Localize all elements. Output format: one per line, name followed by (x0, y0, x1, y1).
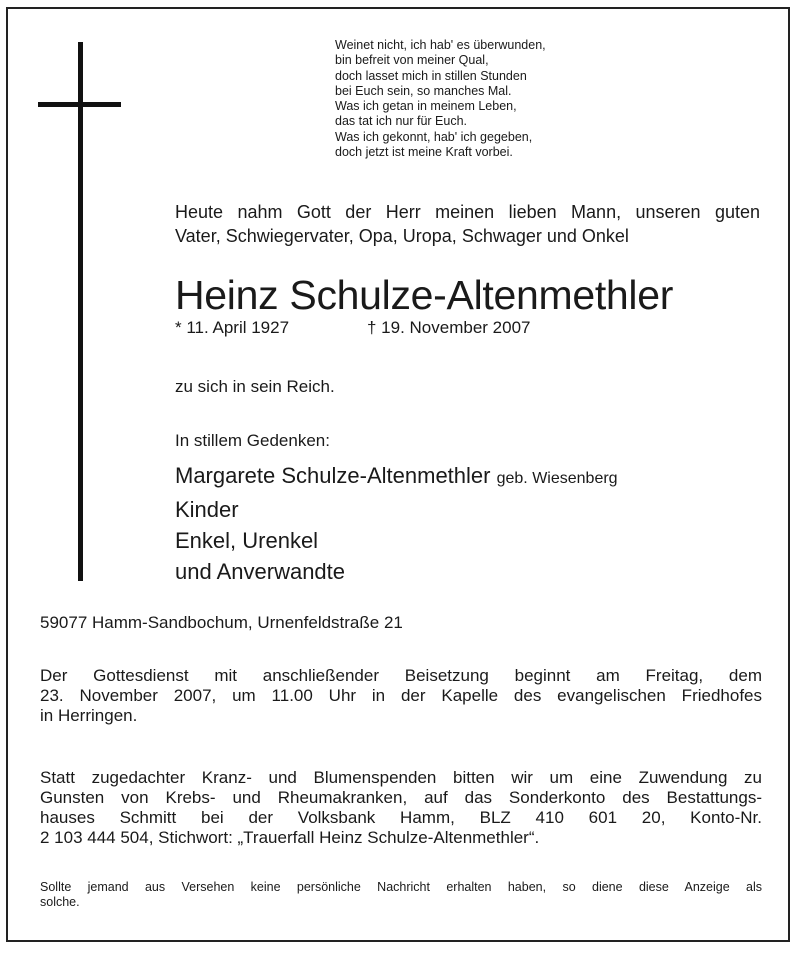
poem-line: bin befreit von meiner Qual, (335, 53, 489, 68)
poem-line: bei Euch sein, so manches Mal. (335, 83, 512, 98)
birth-date: * 11. April 1927 (175, 318, 290, 337)
poem-line: das tat ich nur für Euch. (335, 114, 468, 129)
donation-line: Gunsten von Krebs- und Rheumakranken, auf das Sonderkonto des Bestattungs- (40, 788, 762, 807)
footnote-line: solche. (40, 895, 80, 909)
mourners-heading: In stillem Gedenken: (175, 431, 330, 450)
donation-line: 2 103 444 504, Stichwort: „Trauerfall Heinz Schulze-Altenmethler“. (40, 828, 540, 847)
cross-vertical-bar (78, 42, 83, 581)
intro-line: Vater, Schwiegervater, Opa, Uropa, Schwager und Onkel (175, 226, 629, 246)
life-dates (175, 318, 531, 338)
closing-phrase: zu sich in sein Reich. (175, 377, 335, 396)
mourner-line: und Anverwandte (175, 559, 346, 584)
poem-line: Was ich getan in meinem Leben, (335, 99, 517, 114)
cross-horizontal-bar (38, 102, 121, 107)
intro-line: Heute nahm Gott der Herr meinen lieben Mann, unseren guten (175, 202, 760, 222)
family-address: 59077 Hamm-Sandbochum, Urnenfeldstraße 21 (40, 613, 403, 632)
footnote (40, 880, 762, 910)
death-date: † 19. November 2007 (367, 318, 531, 337)
mourner-line: Kinder (175, 497, 239, 522)
spouse-maiden-name: geb. Wiesenberg (496, 470, 618, 487)
poem-line: doch jetzt ist meine Kraft vorbei. (335, 145, 513, 160)
poem-line: Was ich gekonnt, hab' ich gegeben, (335, 129, 533, 144)
service-line: Der Gottesdienst mit anschließender Beisetzung beginnt am Freitag, dem (40, 666, 762, 685)
footnote-line: Sollte jemand aus Versehen keine persönliche Nachricht erhalten haben, so diene diese Anzeige als (40, 880, 762, 894)
donation-paragraph (40, 768, 762, 848)
memorial-poem (335, 38, 635, 160)
donation-line: Statt zugedachter Kranz- und Blumenspenden bitten wir um eine Zuwendung zu (40, 768, 762, 787)
service-paragraph (40, 666, 762, 726)
mourner-line: Enkel, Urenkel (175, 528, 319, 553)
donation-line: hauses Schmitt bei der Volksbank Hamm, BLZ 410 601 20, Konto-Nr. (40, 808, 762, 827)
intro-text (175, 200, 760, 248)
service-line: 23. November 2007, um 11.00 Uhr in der Kapelle des evangelischen Friedhofes (40, 686, 762, 705)
mourners-list (175, 460, 618, 587)
service-line: in Herringen. (40, 706, 138, 725)
spouse-name: Margarete Schulze-Altenmethler (175, 463, 491, 488)
spouse-entry (175, 460, 618, 494)
deceased-name: Heinz Schulze-Altenmethler (175, 272, 674, 318)
poem-line: Weinet nicht, ich hab' es überwunden, (335, 38, 546, 52)
poem-line: doch lasset mich in stillen Stunden (335, 68, 527, 83)
